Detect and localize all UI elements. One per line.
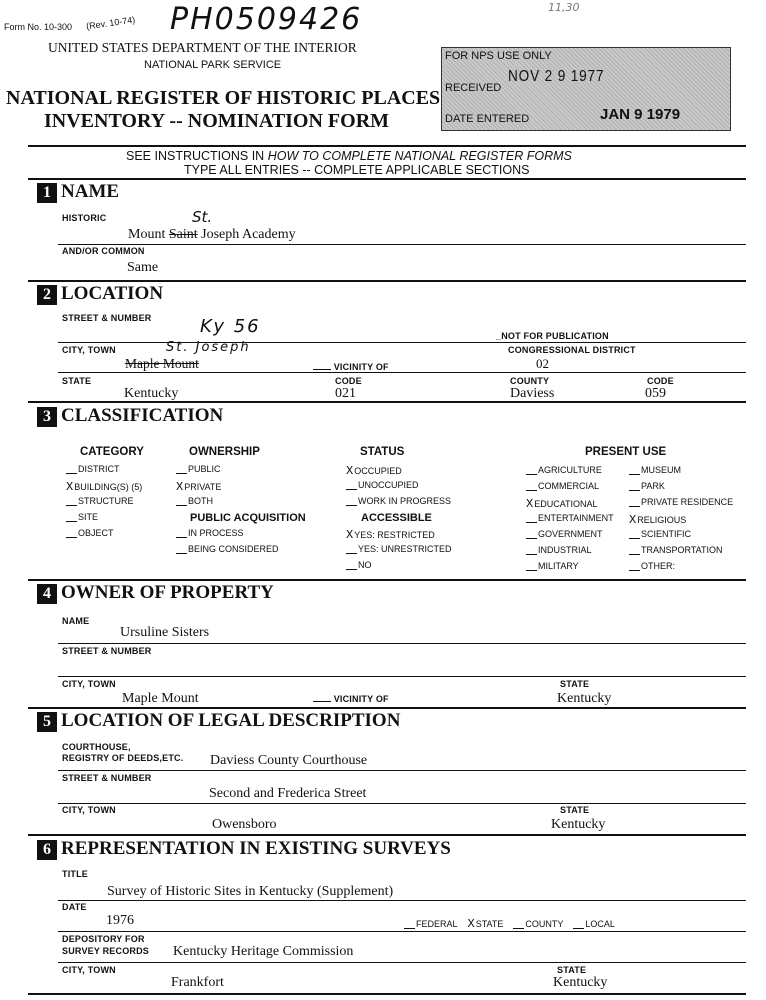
- checkbox-option[interactable]: [526, 513, 614, 529]
- survey-city-label: CITY, TOWN: [62, 965, 116, 975]
- checkbox-option[interactable]: [346, 560, 452, 576]
- checkbox-option[interactable]: [629, 465, 733, 481]
- owner-state-label: STATE: [560, 679, 590, 689]
- checkbox-option[interactable]: [404, 919, 458, 929]
- checkbox-label: ENTERTAINMENT: [538, 513, 614, 523]
- instructions-line1: [126, 149, 572, 163]
- checkbox-label: BUILDING(S) (5): [74, 482, 143, 492]
- checkbox-label: SCIENTIFIC: [641, 529, 692, 539]
- category-checklist: [66, 464, 142, 544]
- historic-handwritten-correction: St.: [192, 208, 213, 226]
- blank-mark: [526, 562, 537, 571]
- blank-mark: [629, 530, 640, 539]
- section3-number: 3: [37, 407, 57, 427]
- checkbox-label: OCCUPIED: [354, 466, 402, 476]
- blank-mark: [66, 465, 77, 474]
- blank-mark: [526, 514, 537, 523]
- survey-date-label: DATE: [62, 902, 87, 912]
- category-heading: CATEGORY: [80, 446, 144, 458]
- checkbox-option[interactable]: [346, 528, 452, 544]
- checkbox-option[interactable]: [176, 480, 221, 496]
- checkbox-option[interactable]: [176, 464, 221, 480]
- checkbox-label: STATE: [475, 919, 504, 929]
- checkbox-label: MUSEUM: [641, 465, 681, 475]
- blank-mark: [526, 466, 537, 475]
- street-handwritten-value: Ky 56: [200, 316, 261, 337]
- public-acquisition-heading: PUBLIC ACQUISITION: [190, 512, 306, 524]
- depository-rule: [58, 962, 746, 963]
- checkbox-option[interactable]: [629, 497, 733, 513]
- blank-mark: [346, 545, 357, 554]
- blank-mark: [176, 497, 187, 506]
- section3-top-rule: [28, 401, 746, 403]
- courthouse-rule: [58, 770, 746, 771]
- date-entered-label: DATE ENTERED: [445, 113, 530, 125]
- historic-struck-word: Saint: [168, 227, 198, 242]
- blank-mark: [346, 497, 357, 506]
- legal-city-value: Owensboro: [212, 817, 277, 832]
- corner-scribble: 11,30: [548, 1, 580, 14]
- county-value: Daviess: [510, 386, 555, 401]
- checkbox-option[interactable]: [513, 919, 563, 929]
- common-name-value: Same: [127, 260, 159, 275]
- blank-mark: [629, 482, 640, 491]
- checkbox-label: OBJECT: [78, 528, 114, 538]
- checkbox-label: FEDERAL: [416, 919, 458, 929]
- checkbox-option[interactable]: [526, 497, 614, 513]
- blank-mark: [176, 545, 187, 554]
- checked-mark: X: [467, 917, 475, 931]
- checkbox-option[interactable]: [573, 919, 615, 929]
- county-code-value: 059: [645, 386, 666, 401]
- owner-name-rule: [58, 643, 746, 644]
- street-label: STREET & NUMBER: [62, 313, 152, 323]
- checkbox-option[interactable]: [176, 544, 279, 560]
- survey-state-label: STATE: [557, 965, 587, 975]
- checkbox-label: PARK: [641, 481, 665, 491]
- checkbox-option[interactable]: [629, 561, 733, 577]
- legal-city-label: CITY, TOWN: [62, 805, 116, 815]
- survey-level-checklist: [404, 914, 625, 932]
- checkbox-option[interactable]: [526, 481, 614, 497]
- checkbox-option[interactable]: [66, 480, 142, 496]
- street-field-rule: [58, 342, 746, 343]
- section2-number: 2: [37, 285, 57, 305]
- congressional-district-label: CONGRESSIONAL DISTRICT: [508, 345, 636, 355]
- congressional-district-value: 02: [536, 356, 549, 371]
- checkbox-label: LOCAL: [585, 919, 615, 929]
- section1-title: NAME: [61, 181, 120, 202]
- checkbox-option[interactable]: [66, 496, 142, 512]
- survey-title-value: Survey of Historic Sites in Kentucky (Supplement): [107, 884, 394, 899]
- form-number: Form No. 10-300: [4, 22, 73, 32]
- checkbox-option[interactable]: [346, 464, 451, 480]
- checked-mark: X: [346, 464, 354, 478]
- handwritten-reference-number: PH0509426: [170, 2, 363, 37]
- date-entered-stamp: JAN 9 1979: [600, 106, 681, 123]
- depository-label-line1: DEPOSITORY FOR: [62, 934, 145, 944]
- section1-top-rule: [28, 178, 746, 180]
- survey-state-value: Kentucky: [553, 975, 608, 990]
- section6-top-rule: [28, 834, 746, 836]
- instructions-prefix: SEE INSTRUCTIONS IN: [126, 149, 268, 163]
- checked-mark: X: [526, 497, 534, 511]
- blank-mark: [346, 481, 357, 490]
- historic-name-value: [128, 227, 296, 243]
- checkbox-option[interactable]: [346, 496, 451, 512]
- section6-number: 6: [37, 840, 57, 860]
- checkbox-label: TRANSPORTATION: [641, 545, 723, 555]
- accessible-checklist: [346, 528, 452, 576]
- checkbox-option[interactable]: [66, 464, 142, 480]
- checkbox-label: BOTH: [188, 496, 214, 506]
- blank-mark: [526, 530, 537, 539]
- survey-date-value: 1976: [106, 913, 134, 928]
- courthouse-value: Daviess County Courthouse: [210, 753, 368, 768]
- ownership-heading: OWNERSHIP: [189, 446, 260, 458]
- county-label: COUNTY: [510, 376, 550, 386]
- depository-value: Kentucky Heritage Commission: [173, 944, 354, 959]
- checkbox-label: MILITARY: [538, 561, 579, 571]
- checked-mark: X: [176, 480, 184, 494]
- checked-mark: X: [346, 528, 354, 542]
- checkbox-label: UNOCCUPIED: [358, 480, 419, 490]
- checkbox-label: BEING CONSIDERED: [188, 544, 279, 554]
- blank-mark: [513, 920, 524, 929]
- blank-mark: [629, 562, 640, 571]
- historic-name-part: Joseph Academy: [197, 227, 296, 242]
- historic-field-rule: [58, 244, 746, 245]
- form-bottom-rule: [28, 993, 746, 995]
- status-checklist: [346, 464, 451, 512]
- checkbox-label: EDUCATIONAL: [534, 499, 598, 509]
- checkbox-label: WORK IN PROGRESS: [358, 496, 452, 506]
- owner-city-value: Maple Mount: [122, 691, 199, 706]
- checkbox-option[interactable]: [176, 496, 221, 512]
- checkbox-option[interactable]: [176, 528, 279, 544]
- blank-mark: [629, 498, 640, 507]
- section2-top-rule: [28, 280, 746, 282]
- checkbox-label: YES: UNRESTRICTED: [358, 544, 452, 554]
- instructions-line2: TYPE ALL ENTRIES -- COMPLETE APPLICABLE SECTIONS: [184, 163, 530, 177]
- checkbox-label: COUNTY: [525, 919, 564, 929]
- blank-mark: [66, 513, 77, 522]
- checkbox-label: IN PROCESS: [188, 528, 244, 538]
- legal-street-rule: [58, 803, 746, 804]
- header-divider: [28, 145, 746, 147]
- legal-state-value: Kentucky: [551, 817, 606, 832]
- present-use-checklist-right: [629, 465, 733, 577]
- section4-title: OWNER OF PROPERTY: [61, 582, 274, 603]
- common-name-label: AND/OR COMMON: [62, 246, 145, 256]
- received-label: RECEIVED: [445, 82, 502, 94]
- blank-mark: [346, 561, 357, 570]
- form-revision: (Rev. 10-74): [85, 14, 136, 32]
- checked-mark: X: [66, 480, 74, 494]
- present-use-heading: PRESENT USE: [585, 446, 667, 458]
- checkbox-option[interactable]: [346, 544, 452, 560]
- instructions-title: HOW TO COMPLETE NATIONAL REGISTER FORMS: [267, 149, 572, 163]
- section6-title: REPRESENTATION IN EXISTING SURVEYS: [61, 838, 451, 859]
- historic-name-part: Mount: [128, 227, 169, 242]
- form-title-line2: INVENTORY -- NOMINATION FORM: [44, 110, 390, 132]
- checkbox-label: PUBLIC: [188, 464, 221, 474]
- checkbox-option[interactable]: [346, 480, 451, 496]
- checkbox-label: YES: RESTRICTED: [354, 530, 435, 540]
- survey-title-rule: [58, 900, 746, 901]
- owner-name-label: NAME: [62, 616, 90, 626]
- section5-title: LOCATION OF LEGAL DESCRIPTION: [61, 710, 401, 731]
- city-struck-value: Maple Mount: [125, 356, 199, 371]
- blank-mark: [176, 529, 187, 538]
- state-value: Kentucky: [124, 386, 179, 401]
- legal-street-value: Second and Frederica Street: [209, 786, 367, 801]
- survey-date-rule: [58, 931, 746, 932]
- state-code-label: CODE: [335, 376, 362, 386]
- section5-top-rule: [28, 707, 746, 709]
- checkbox-option[interactable]: [629, 481, 733, 497]
- status-heading: STATUS: [360, 446, 405, 458]
- checkbox-label: OTHER:: [641, 561, 676, 571]
- state-label: STATE: [62, 376, 92, 386]
- checkbox-label: AGRICULTURE: [538, 465, 602, 475]
- section4-number: 4: [37, 584, 57, 604]
- survey-city-value: Frankfort: [171, 975, 224, 990]
- owner-vicinity-label: [313, 694, 389, 704]
- vicinity-label: [313, 362, 389, 372]
- checkbox-label: PRIVATE RESIDENCE: [641, 497, 734, 507]
- not-for-publication: _NOT FOR PUBLICATION: [496, 331, 609, 341]
- section5-number: 5: [37, 712, 57, 732]
- blank-mark: [526, 482, 537, 491]
- received-stamp: NOV 2 9 1977: [508, 68, 605, 85]
- checkbox-option[interactable]: [526, 545, 614, 561]
- acquisition-checklist: [176, 528, 279, 560]
- checkbox-label: RELIGIOUS: [637, 515, 687, 525]
- blank-mark: [404, 920, 415, 929]
- checkbox-option[interactable]: [526, 529, 614, 545]
- service-name: NATIONAL PARK SERVICE: [144, 59, 282, 71]
- state-code-value: 021: [335, 386, 356, 401]
- accessible-heading: ACCESSIBLE: [361, 512, 432, 524]
- checkbox-label: COMMERCIAL: [538, 481, 600, 491]
- courthouse-label-line2: REGISTRY OF DEEDS,ETC.: [62, 753, 184, 763]
- checkbox-label: STRUCTURE: [78, 496, 134, 506]
- checkbox-option[interactable]: [526, 561, 614, 577]
- checkbox-option[interactable]: [66, 512, 142, 528]
- present-use-checklist-left: [526, 465, 614, 577]
- vicinity-text: VICINITY OF: [333, 362, 389, 372]
- owner-city-label: CITY, TOWN: [62, 679, 116, 689]
- owner-name-value: Ursuline Sisters: [120, 625, 210, 640]
- blank-mark: [66, 529, 77, 538]
- blank-mark: [629, 466, 640, 475]
- ownership-checklist: [176, 464, 221, 512]
- checkbox-label: PRIVATE: [184, 482, 222, 492]
- form-title-line1: NATIONAL REGISTER OF HISTORIC PLACES: [6, 87, 441, 109]
- checkbox-option[interactable]: [629, 545, 733, 561]
- blank-mark: [66, 497, 77, 506]
- owner-street-label: STREET & NUMBER: [62, 646, 152, 656]
- nps-use-only-box: [441, 47, 731, 131]
- section3-title: CLASSIFICATION: [61, 405, 224, 426]
- checkbox-label: NO: [358, 560, 372, 570]
- owner-vicinity-text: VICINITY OF: [333, 694, 389, 704]
- section4-top-rule: [28, 579, 746, 581]
- legal-state-label: STATE: [560, 805, 590, 815]
- checkbox-label: SITE: [78, 512, 99, 522]
- city-handwritten-value: St. Joseph: [166, 340, 251, 355]
- section1-number: 1: [37, 183, 57, 203]
- checkbox-label: INDUSTRIAL: [538, 545, 592, 555]
- city-field-rule: [58, 372, 746, 373]
- checkbox-label: DISTRICT: [78, 464, 120, 474]
- blank-mark: [629, 546, 640, 555]
- checkbox-option[interactable]: [629, 513, 733, 529]
- owner-street-rule: [58, 676, 746, 677]
- blank-mark: [573, 920, 584, 929]
- checked-mark: X: [629, 513, 637, 527]
- checkbox-option[interactable]: [629, 529, 733, 545]
- checkbox-option[interactable]: [66, 528, 142, 544]
- historic-label: HISTORIC: [62, 213, 107, 223]
- survey-title-label: TITLE: [62, 869, 88, 879]
- county-code-label: CODE: [647, 376, 674, 386]
- legal-street-label: STREET & NUMBER: [62, 773, 152, 783]
- department-name: UNITED STATES DEPARTMENT OF THE INTERIOR: [48, 40, 357, 55]
- owner-state-value: Kentucky: [557, 691, 612, 706]
- courthouse-label-line1: COURTHOUSE,: [62, 742, 131, 752]
- blank-mark: [526, 546, 537, 555]
- section2-title: LOCATION: [61, 283, 164, 304]
- checkbox-option[interactable]: [468, 917, 504, 931]
- depository-label-line2: SURVEY RECORDS: [62, 946, 149, 956]
- city-label: CITY, TOWN: [62, 345, 116, 355]
- blank-mark: [176, 465, 187, 474]
- checkbox-option[interactable]: [526, 465, 614, 481]
- checkbox-label: GOVERNMENT: [538, 529, 603, 539]
- nps-box-heading: FOR NPS USE ONLY: [445, 50, 552, 62]
